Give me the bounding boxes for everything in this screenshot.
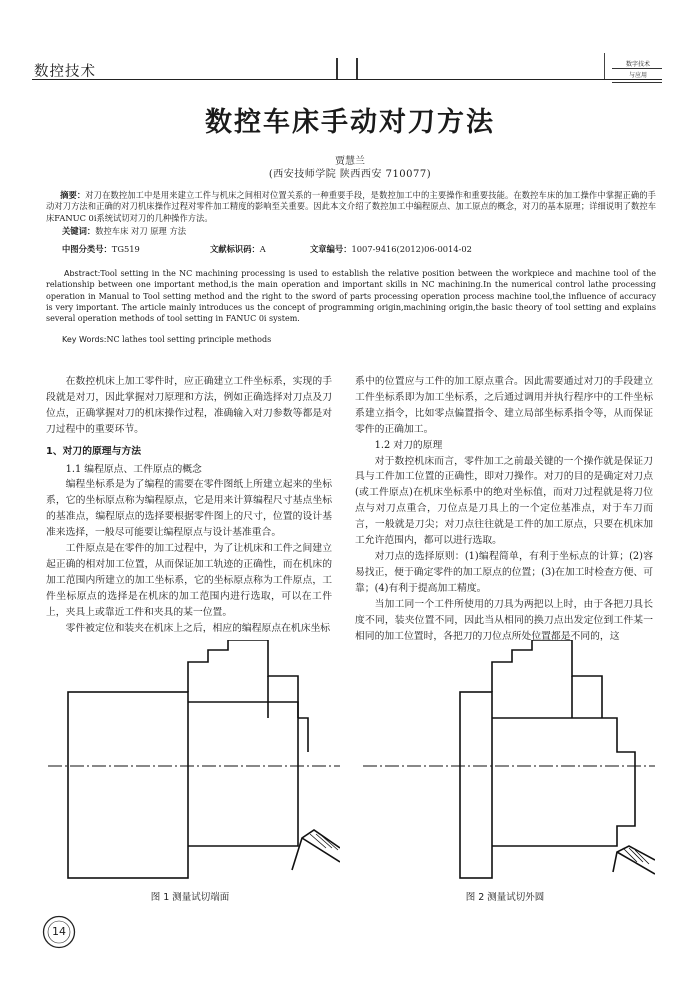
header-bar-right (356, 58, 358, 79)
workpiece-outline (188, 702, 308, 846)
chuck-body (460, 692, 492, 878)
abstract-cn (46, 190, 656, 224)
body-paragraph: 编程坐标系是为了编程的需要在零件图纸上所建立起来的坐标系，它的坐标原点称为编程原点，它是用来计算编程尺寸基点坐标的基准点，编程原点的选择要根据零件图上的尺寸，位置的设计基准来选择，一般尽可能要让编程原点与设计基准重合。 (46, 479, 332, 539)
abstract-en (46, 268, 656, 324)
body-column-right (355, 374, 653, 644)
author: 贾慧兰 (335, 156, 365, 167)
body-paragraph: 当加工同一个工件所使用的刀具为两把以上时，由于各把刀具长度不同，装夹位置不同，因此当从相同的换刀点出发定位到工件某一相同的加工位置时，各把刀的刀位点所处位置都是不同的，这 (355, 598, 653, 642)
header-bar-left (336, 58, 338, 79)
doc-code-value: A (259, 244, 266, 254)
subsection-heading: 1.2 对刀的原理 (374, 439, 443, 451)
body-paragraph: 工件原点是在零件的加工过程中，为了让机床和工件之间建立起正确的相对加工位置，从而保证加工轨迹的正确性，而在机床的加工范围内所建立的加工坐标系，它的坐标原点称为工件原点，工件坐标原点的选择是在机床的加工范围内进行选取，可以在工件上，夹具上或靠近工件和夹具的某一位置。 (46, 543, 332, 618)
cutting-tool (613, 846, 655, 874)
figure-caption-1: 图 1 测量试切端面 (150, 892, 230, 903)
abstract-en-text: Tool setting in the NC machining processing is used to establish the relative position between the workpiece and machine tool of the relationship between one important method,is the main operation and important skills in NC machining.In the numerical control lathe processing operation in Manual to Tool setting method and the right to the sword of parts processing operation process machine tool,the influence of accuracy is very important. The article mainly introduces us the concept of programming origin,machining origin,the basic theory of tool setting and explains several operation methods of tool setting in FANUC 0i system. (46, 269, 656, 324)
chuck-jaw-upper (188, 640, 298, 718)
section-heading: 1、对刀的原理与方法 (46, 445, 141, 457)
keywords-en (62, 335, 271, 344)
figure-facing-cut (40, 640, 340, 880)
badge-divider (604, 53, 605, 79)
workpiece-outline (492, 718, 635, 846)
figure-od-cut (355, 640, 655, 880)
figure-caption-2: 图 2 测量试切外圆 (465, 892, 545, 903)
keywords-cn (62, 225, 186, 237)
affiliation: (西安技师学院 陕西西安 710077) (268, 169, 432, 180)
keywords-cn-label: 关键词： (62, 226, 96, 236)
badge-rule-mid (612, 68, 662, 69)
body-paragraph: 在数控机床上加工零件时，应正确建立工件坐标系，实现的手段就是对刀，因此掌握对刀原理和方法，例如正确选择对刀点及刀位点，正确掌握对刀的机床操作过程，准确输入对刀参数等都是对刀过程中的重要环节。 (46, 376, 332, 435)
cutting-tool (292, 830, 340, 870)
keywords-cn-text: 数控车床 对刀 原理 方法 (95, 226, 187, 236)
journal-badge-line-1: 数字技术 (625, 61, 650, 68)
badge-rule-low (612, 82, 662, 83)
header-rule (32, 79, 662, 80)
clc-value: TG519 (111, 244, 140, 254)
body-paragraph: 对刀点的选择原则：(1)编程简单，有利于坐标点的计算；(2)容易找正，便于确定零件的加工原点的位置；(3)在加工时检查方便、可靠；(4)有利于提高加工精度。 (355, 550, 653, 594)
keywords-en-label: Key Words: (62, 335, 107, 344)
abstract-cn-text: 对刀在数控加工中是用来建立工件与机床之间相对位置关系的一种重要手段，是数控加工中的主要操作和重要技能。在数控车床的加工操作中掌握正确的手动对刀方法和正确的对刀机床操作过程对零件加工精度的影响至关重要。因此本文介绍了数控加工中编程原点、加工原点的概念，对刀的基本原理；详细说明了数控车床FANUC 0i系统试切对刀的几种操作方法。 (46, 190, 656, 223)
body-column-left (46, 374, 332, 637)
body-paragraph: 零件被定位和装夹在机床上之后，相应的编程原点在机床坐标 (65, 622, 331, 634)
body-paragraph: 系中的位置应与工件的加工原点重合。因此需要通过对刀的手段建立工件坐标系即为加工坐标系，之后通过调用并执行程序中的工件坐标系建立指令，比如零点偏置指令、建立局部坐标系指令等，从而保证零件的正确加工。 (355, 376, 653, 435)
article-no-label: 文章编号： (310, 244, 352, 254)
page-number: 14 (52, 925, 66, 938)
article-no-value: 1007-9416(2012)06-0014-02 (351, 244, 472, 254)
clc-label: 中图分类号： (62, 244, 112, 254)
chuck-body (68, 692, 188, 878)
column-name: 数控技术 (34, 64, 96, 80)
doc-code-label: 文献标识码： (210, 244, 260, 254)
abstract-cn-label: 摘要： (60, 190, 86, 200)
keywords-en-text: NC lathes tool setting principle methods (106, 335, 272, 344)
article-title: 数控车床手动对刀方法 (205, 107, 495, 138)
chuck-jaw-upper (492, 640, 602, 718)
abstract-en-label: Abstract: (64, 269, 101, 278)
subsection-heading: 1.1 编程原点、工件原点的概念 (65, 463, 202, 475)
body-paragraph: 对于数控机床而言，零件加工之前最关键的一个操作就是保证刀具与工件加工位置的正确性，即对刀操作。对刀的目的是确定对刀点(或工件原点)在机床坐标系中的绝对坐标值，而对刀过程就是将刀位点与对刀点重合，刀位点是刀具上的一个定位基准点，对于车刀而言，一般就是刀尖；对刀点往往就是工件的加工原点，只要在机床加工允许范围内，都可以进行选取。 (355, 455, 653, 547)
journal-badge-line-2: 与应用 (628, 72, 647, 79)
